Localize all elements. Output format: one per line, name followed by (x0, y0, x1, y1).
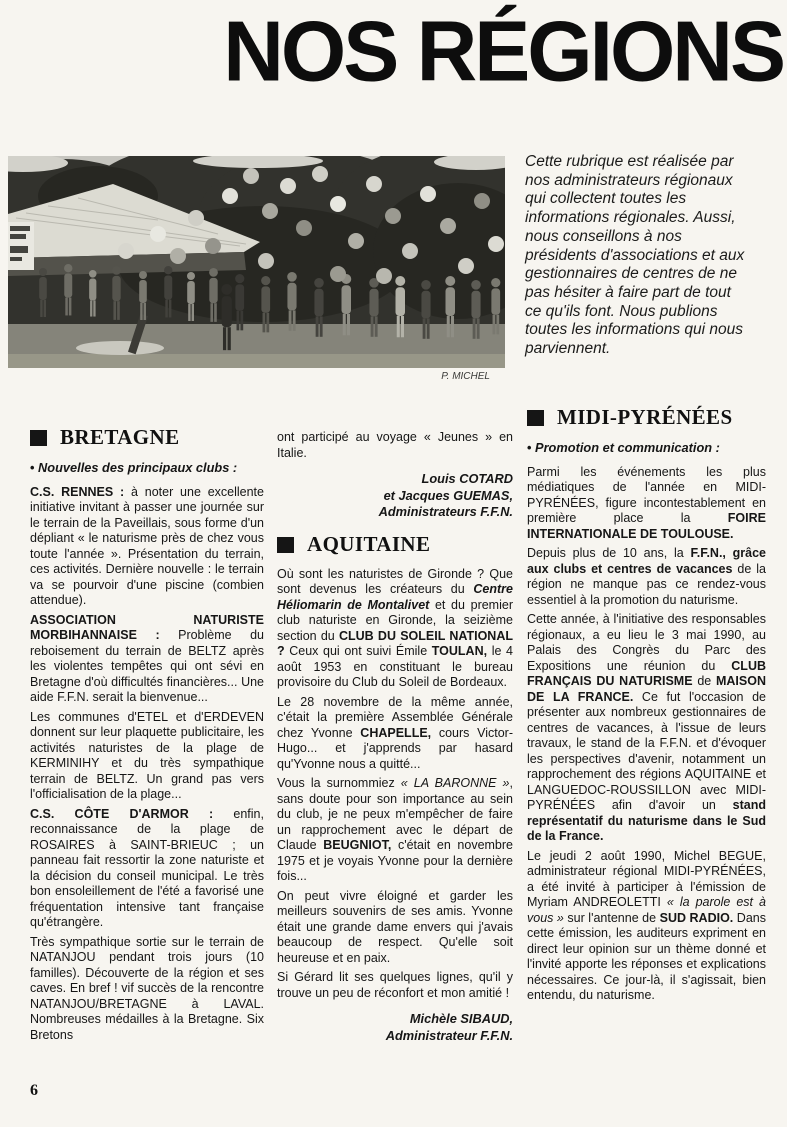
section-heading-midi-pyrenees (527, 405, 766, 430)
paragraph: Cette année, à l'initiative des responsables régionaux, a eu lieu le 3 mai 1990, au Palais des Congrès du Parc des Expositions une réunion du CLUB FRANÇAIS DU NATURISME de MAISON DE LA FRANCE. Ce fut l'occasion de présenter aux nombreux gestionnaires de centres de vacances, à l'issue de leurs travaux, le stand de la F.F.N. et d'évoquer les perspectives d'avenir, notamment un rapprochement des régions AQUITAINE et LANGUEDOC-ROUSSILLON avec MIDI-PYRÉNÉES afin d'avoir un stand représentatif du naturisme dans le Sud de la France. (527, 612, 766, 843)
signature-aquitaine (277, 1011, 513, 1044)
paragraph: Administrateurs F.F.N. (378, 504, 513, 519)
bretagne-paragraphs (30, 460, 264, 1043)
paragraph: Le jeudi 2 août 1990, Michel BEGUE, administrateur régional MIDI-PYRÉNÉES, a été invité à participer à l'émission de Myriam ANDREOLETTI « la parole est à vous » sur l'antenne de SUD RADIO. Dans cette émission, les auditeurs expriment en direct leur opinion sur un thème donné et l'invité apporte les réponses et explications nécessaires. Ce jour-là, il s'agissait, bien entendu, du naturisme. (527, 848, 766, 1002)
signature-bretagne (277, 471, 513, 521)
page-number: 6 (30, 1082, 38, 1099)
bretagne-continued (277, 430, 513, 461)
paragraph: Très sympathique sortie sur le terrain de NATANJOU pendant trois jours (10 familles). Découverte de la région et ses caves. En bref ! vif succès de la rencontre NATANJOU/BRETAGNE à LAVAL. Nombreuses médailles à la Bretagne. Six Bretons (30, 934, 264, 1042)
paragraph: C.S. CÔTE D'ARMOR : enfin, reconnaissance de la plage de ROSAIRES à SAINT-BRIEUC ; un panneau fait ressortir la zone naturiste et la décision du conseil municipal. Le très bon ensoleillement de l'été a favorisé une fréquentation intensive tant française qu'étrangère. (30, 806, 264, 929)
paragraph: Louis COTARD (421, 471, 513, 486)
paragraph: et Jacques GUEMAS, (383, 487, 513, 503)
intro-text: Cette rubrique est réalisée par nos administrateurs régionaux qui collectent toutes les informations régionales. Aussi, nous conseillons à nos présidents d'associations et aux gestionnaires de centres de ne pas hésiter à faire part de tout ce qu'ils font. Nous publions toutes les informations qui nous parviennent. (525, 153, 745, 358)
section-title: MIDI-PYRÉNÉES (557, 405, 733, 430)
paragraph: Le 28 novembre de la même année, c'était la première Assemblée Générale chez Yvonne CHAPELLE, cours Victor-Hugo... et j'apprends par hasard qu'Yvonne nous a quitté... (277, 694, 513, 771)
paragraph: Où sont les naturistes de Gironde ? Que sont devenus les créateurs du Centre Héliomarin de Montalivet et du premier club naturiste en Gironde, la seizième section du CLUB DU SOLEIL NATIONAL ? Ceux qui ont suivi Émile TOULAN, le 4 août 1953 en constituant le bureau provisoire du Club du Soleil de Bordeaux. (277, 566, 513, 689)
section-heading-bretagne (30, 425, 264, 450)
section-heading-aquitaine (277, 531, 513, 556)
column-aquitaine (277, 430, 513, 1060)
midi-pyrenees-paragraphs (527, 440, 766, 1004)
aquitaine-paragraphs (277, 567, 513, 1002)
paragraph: C.S. RENNES : à noter une excellente initiative invitant à passer une journée sur le terrain de la Paveillais, sous forme d'un dépliant « le naturisme près de chez vous toute l'année ». Présentation du terrain, ces activités. Dernière nouvelle : le terrain va se pourvoir d'une piscine (combien attendue). (30, 484, 264, 607)
paragraph: • Nouvelles des principaux clubs : (30, 460, 238, 475)
column-bretagne (30, 425, 265, 1047)
section-square-icon (30, 430, 47, 446)
paragraph: Vous la surnommiez « LA BARONNE », sans doute pour son importance au sein du club, je ne peux m'empêcher de faire un rapprochement avec le départ de Claude BEUGNIOT, c'était en novembre 1975 et je voyais Yvonne pour la dernière fois... (277, 776, 514, 883)
section-title: AQUITAINE (307, 531, 431, 556)
paragraph: Michèle SIBAUD, (409, 1011, 513, 1026)
column-midi-pyrenees (527, 405, 766, 1008)
paragraph: On peut vivre éloigné et garder les meilleurs souvenirs de ses amis. Yvonne était une grande dame envers qui j'avais beaucoup de respect. Qu'elle soit heureuse et en paix. (277, 888, 513, 965)
paragraph: Si Gérard lit ses quelques lignes, qu'il y trouve un peu de réconfort et mon amitié ! (277, 970, 513, 1000)
photo-illustration (8, 156, 505, 368)
paragraph: Parmi les événements les plus médiatiques de l'année en MIDI-PYRÉNÉES, figure incontestablement en première place la FOIRE INTERNATIONALE DE TOULOUSE. (527, 464, 766, 541)
event-photo (8, 156, 505, 368)
page-title: NOS RÉGIONS (223, 3, 783, 99)
section-title: BRETAGNE (60, 425, 180, 450)
paragraph: Administrateur F.F.N. (385, 1027, 513, 1043)
section-square-icon (277, 537, 294, 553)
paragraph: ont participé au voyage « Jeunes » en Italie. (277, 430, 513, 460)
paragraph: Depuis plus de 10 ans, la F.F.N., grâce aux clubs et centres de vacances de la région ne manque pas ce rendez-vous essentiel à la promotion du naturisme. (527, 546, 766, 607)
paragraph: ASSOCIATION NATURISTE MORBIHANNAISE : Problème du reboisement du terrain de BELTZ après les violentes tempêtes qui ont sévi en Bretagne d'où difficultés financières... Une aide F.F.N. serait la bienvenue... (30, 612, 265, 704)
photo-caption: P. MICHEL (441, 371, 490, 382)
paragraph: • Promotion et communication : (527, 440, 720, 455)
paragraph: Les communes d'ETEL et d'ERDEVEN donnent sur leur plaquette publicitaire, les activités naturistes de la plage de KERMINIHY et du très sympathique terrain de BELTZ. Un grand pas vers l'officialisation de la plage... (30, 709, 264, 801)
section-square-icon (527, 410, 544, 426)
